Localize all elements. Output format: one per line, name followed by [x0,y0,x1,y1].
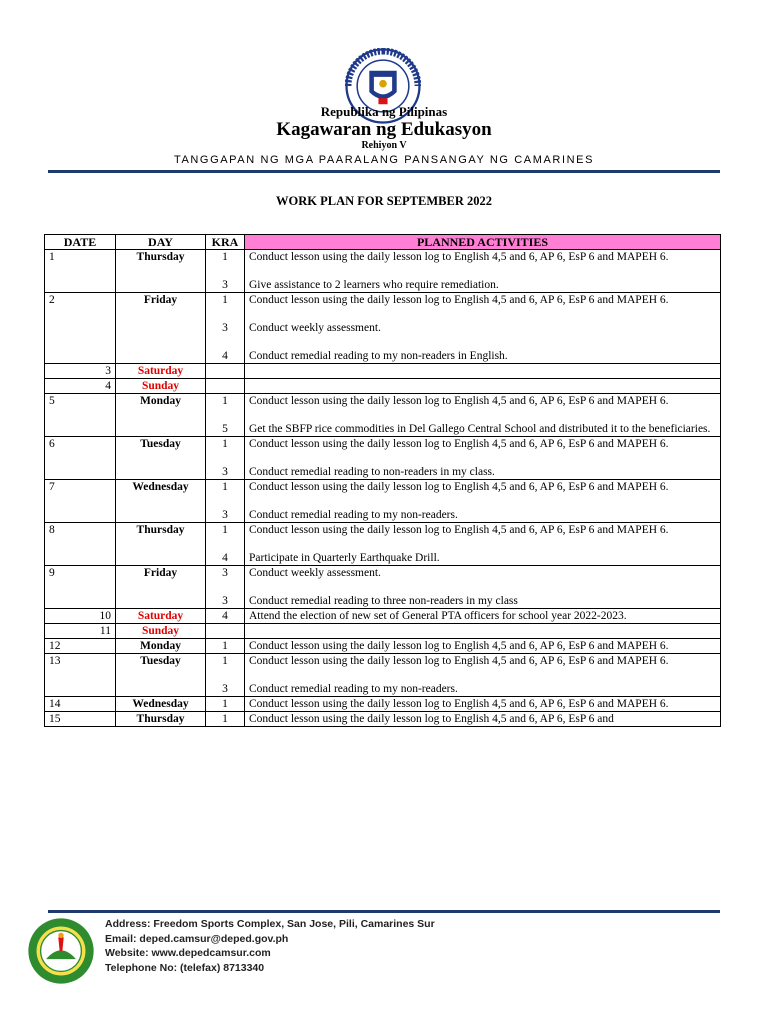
footer-contact [105,917,435,975]
kra-value: 1 [222,524,228,536]
kra-cell [206,480,245,523]
kra-value: 1 [222,640,228,652]
activities-cell [245,480,721,523]
kra-value: 3 [222,322,228,334]
activity-text: Conduct remedial reading to my non-readers. [249,683,458,695]
activity-text: Conduct lesson using the daily lesson log to English 4,5 and 6, AP 6, EsP 6 and MAPEH 6. [249,481,669,493]
date-cell: 4 [45,379,116,394]
table-row [45,480,721,523]
table-row [45,639,721,654]
kra-cell [206,609,245,624]
table-row [45,364,721,379]
activities-cell [245,697,721,712]
table-row [45,379,721,394]
table-row [45,394,721,437]
date-cell: 10 [45,609,116,624]
date-cell: 12 [45,639,116,654]
day-cell: Tuesday [116,437,206,480]
kra-value: 5 [222,423,228,435]
activity-text: Conduct lesson using the daily lesson log to English 4,5 and 6, AP 6, EsP 6 and MAPEH 6. [249,438,669,450]
activities-cell [245,364,721,379]
kra-value: 1 [222,251,228,263]
column-header-date: DATE [45,235,116,250]
date-cell: 11 [45,624,116,639]
region-line: Rehiyon V [361,140,407,151]
date-cell: 8 [45,523,116,566]
date-cell: 3 [45,364,116,379]
date-cell: 13 [45,654,116,697]
day-cell: Thursday [116,523,206,566]
day-cell: Thursday [116,712,206,727]
office-line: TANGGAPAN NG MGA PAARALANG PANSANGAY NG CAMARINES [173,154,595,166]
activity-text: Conduct lesson using the daily lesson log to English 4,5 and 6, AP 6, EsP 6 and MAPEH 6. [249,655,669,667]
schools-division-camsur-logo-icon [27,917,95,985]
activities-cell [245,624,721,639]
date-cell: 14 [45,697,116,712]
kra-value: 3 [222,683,228,695]
activity-text: Conduct remedial reading to my non-readers. [249,509,458,521]
activity-text: Conduct remedial reading to my non-readers in English. [249,350,508,362]
activities-cell [245,250,721,293]
kra-value: 4 [222,552,228,564]
kra-value: 1 [222,438,228,450]
activity-text: Conduct lesson using the daily lesson log to English 4,5 and 6, AP 6, EsP 6 and [249,713,614,725]
kra-cell [206,250,245,293]
day-cell: Saturday [116,609,206,624]
date-cell: 9 [45,566,116,609]
kra-value: 4 [222,610,228,622]
activities-cell [245,523,721,566]
kra-cell [206,639,245,654]
date-cell: 15 [45,712,116,727]
activity-text: Conduct remedial reading to non-readers in my class. [249,466,495,478]
kra-value: 3 [222,567,228,579]
date-cell: 1 [45,250,116,293]
kra-cell [206,712,245,727]
kra-value: 3 [222,466,228,478]
document-title: WORK PLAN FOR SEPTEMBER 2022 [276,194,492,208]
activities-cell [245,654,721,697]
activity-text: Conduct lesson using the daily lesson log to English 4,5 and 6, AP 6, EsP 6 and MAPEH 6. [249,524,669,536]
footer-address: Address: Freedom Sports Complex, San Jose, Pili, Camarines Sur [105,918,435,930]
column-header-day: DAY [116,235,206,250]
kra-value: 3 [222,279,228,291]
day-cell: Wednesday [116,480,206,523]
kra-value: 4 [222,350,228,362]
date-cell: 2 [45,293,116,364]
day-cell: Wednesday [116,697,206,712]
date-cell: 5 [45,394,116,437]
day-cell: Saturday [116,364,206,379]
table-row [45,654,721,697]
activities-cell [245,712,721,727]
activities-cell [245,639,721,654]
table-row [45,523,721,566]
day-cell: Thursday [116,250,206,293]
kra-value: 3 [222,595,228,607]
day-cell: Tuesday [116,654,206,697]
kra-value: 1 [222,698,228,710]
table-row [45,293,721,364]
activities-cell [245,379,721,394]
date-cell: 7 [45,480,116,523]
kra-cell [206,697,245,712]
footer-telephone: Telephone No: (telefax) 8713340 [105,961,265,974]
activity-text: Attend the election of new set of General PTA officers for school year 2022-2023. [249,610,627,622]
activity-text: Conduct remedial reading to three non-readers in my class [249,595,518,607]
activity-text: Conduct lesson using the daily lesson log to English 4,5 and 6, AP 6, EsP 6 and MAPEH 6. [249,395,669,407]
activity-text: Participate in Quarterly Earthquake Drill. [249,552,440,564]
table-row [45,624,721,639]
kra-value: 1 [222,395,228,407]
work-plan-table [44,234,721,727]
republic-line: Republika ng Pilipinas [320,104,448,119]
activity-text: Conduct lesson using the daily lesson log to English 4,5 and 6, AP 6, EsP 6 and MAPEH 6. [249,251,669,263]
footer-website: Website: www.depedcamsur.com [105,947,271,959]
activities-cell [245,394,721,437]
footer-email: Email: deped.camsur@deped.gov.ph [105,932,289,945]
day-cell: Sunday [116,624,206,639]
table-row [45,712,721,727]
table-row [45,437,721,480]
day-cell: Monday [116,394,206,437]
kra-value: 3 [222,509,228,521]
kra-cell [206,394,245,437]
kra-value: 1 [222,655,228,667]
activity-text: Give assistance to 2 learners who require remediation. [249,279,499,291]
kra-cell [206,293,245,364]
kra-cell [206,523,245,566]
column-header-activities: PLANNED ACTIVITIES [245,235,721,250]
activity-text: Conduct lesson using the daily lesson log to English 4,5 and 6, AP 6, EsP 6 and MAPEH 6. [249,640,669,652]
kra-cell [206,654,245,697]
day-cell: Monday [116,639,206,654]
table-row [45,250,721,293]
kra-cell [206,624,245,639]
kra-value: 1 [222,713,228,725]
table-row [45,609,721,624]
kra-cell [206,566,245,609]
header-divider [48,170,720,173]
day-cell: Sunday [116,379,206,394]
kra-cell [206,437,245,480]
activity-text: Conduct lesson using the daily lesson log to English 4,5 and 6, AP 6, EsP 6 and MAPEH 6. [249,698,669,710]
footer-divider [48,910,720,913]
activities-cell [245,566,721,609]
kra-value: 1 [222,294,228,306]
activity-text: Conduct weekly assessment. [249,567,381,579]
activity-text: Conduct weekly assessment. [249,322,381,334]
day-cell: Friday [116,293,206,364]
activities-cell [245,293,721,364]
day-cell: Friday [116,566,206,609]
date-cell: 6 [45,437,116,480]
activities-cell [245,437,721,480]
kra-cell [206,379,245,394]
department-name: Kagawaran ng Edukasyon [276,119,492,140]
activity-text: Get the SBFP rice commodities in Del Gallego Central School and distributed it to the beneficiaries. [249,423,711,435]
kra-value: 1 [222,481,228,493]
kra-cell [206,364,245,379]
table-row [45,697,721,712]
table-header-row [45,235,721,250]
activity-text: Conduct lesson using the daily lesson log to English 4,5 and 6, AP 6, EsP 6 and MAPEH 6. [249,294,669,306]
activities-cell [245,609,721,624]
table-row [45,566,721,609]
column-header-kra: KRA [206,235,245,250]
